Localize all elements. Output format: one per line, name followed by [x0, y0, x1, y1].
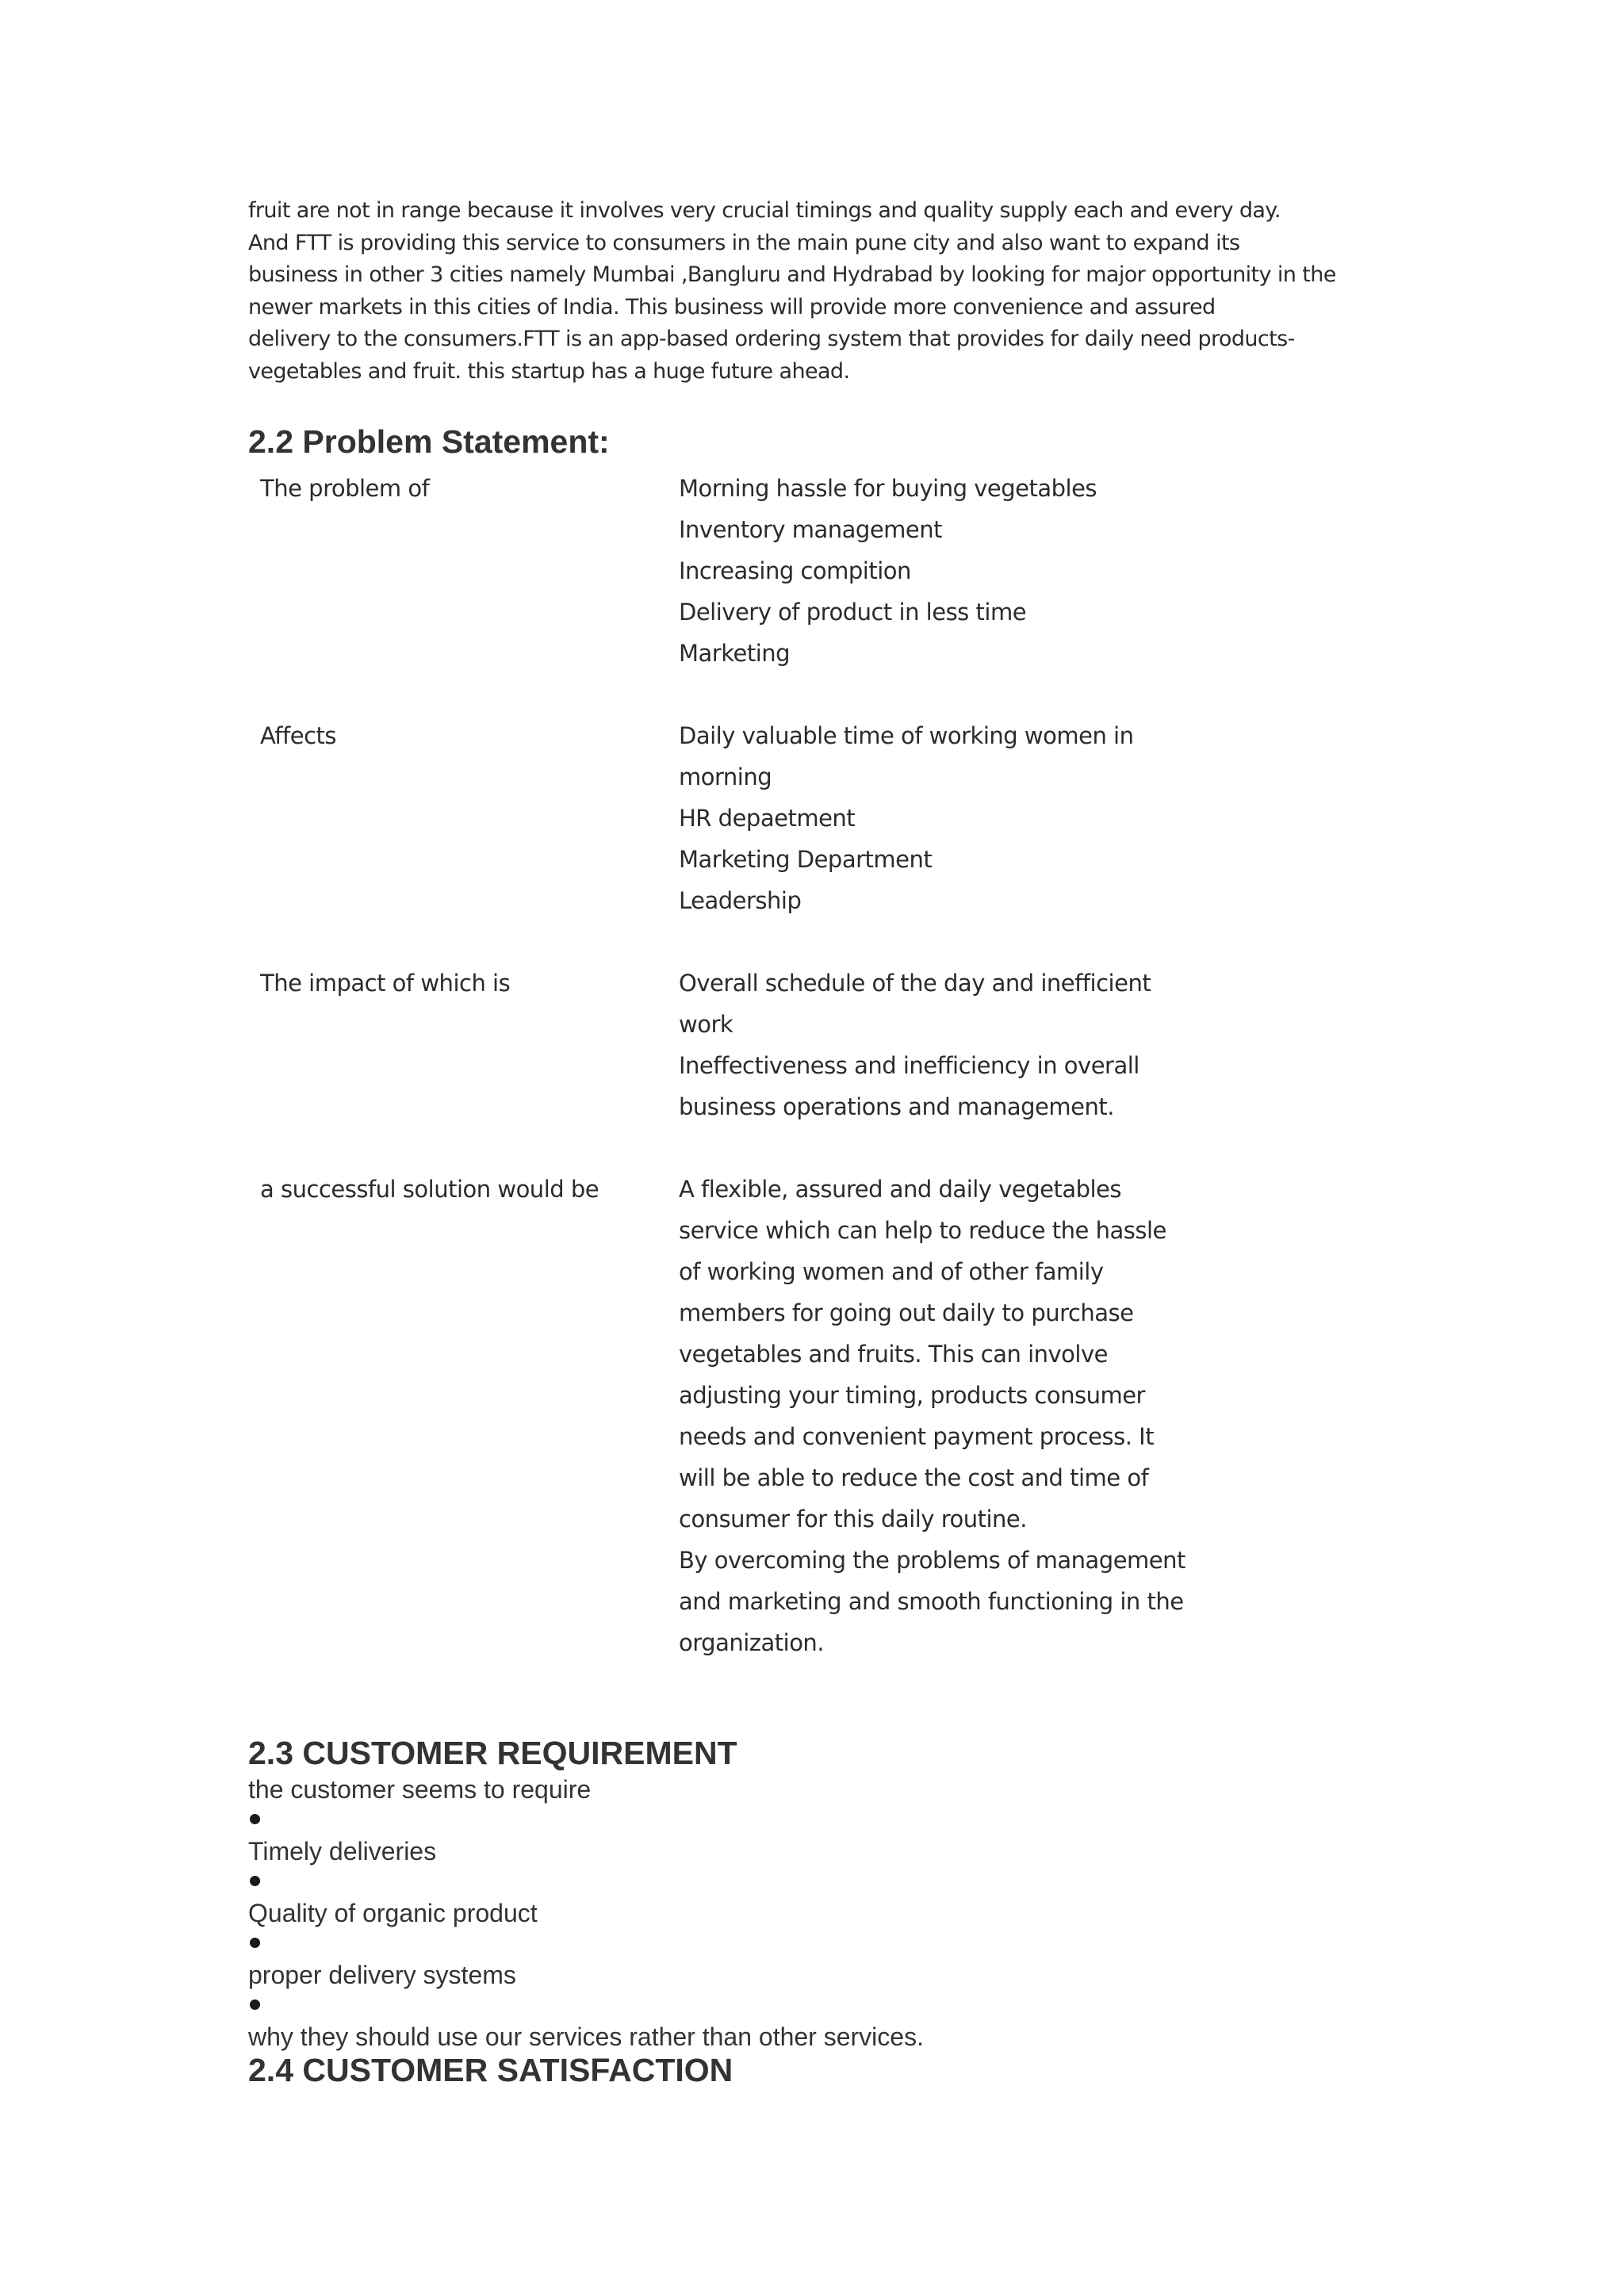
row-line: members for going out daily to purchase: [679, 1299, 1134, 1326]
solution-row: [260, 1169, 1291, 1663]
row-line: of working women and of other family: [679, 1258, 1104, 1285]
row-content: [679, 715, 1234, 921]
list-item: Quality of organic product: [248, 1899, 538, 1927]
row-line: and marketing and smooth functioning in the: [679, 1588, 1184, 1615]
row-label: The problem of: [260, 475, 430, 502]
row-line: Leadership: [679, 887, 802, 914]
impact-row: [260, 962, 1291, 1127]
intro-line: business in other 3 cities namely Mumbai ,Bangluru and Hydrabad by looking for major opportunity in the: [248, 262, 1336, 287]
row-label: The impact of which is: [260, 970, 511, 997]
row-line: By overcoming the problems of management: [679, 1547, 1185, 1574]
customer-requirement-heading: 2.3 CUSTOMER REQUIREMENT: [248, 1735, 737, 1771]
row-line: service which can help to reduce the hassle: [679, 1217, 1166, 1244]
customer-requirement-list: [248, 1774, 1358, 2052]
row-line: consumer for this daily routine.: [679, 1506, 1027, 1533]
bullet-icon: [248, 1928, 1358, 1960]
problem-statement-table: [260, 468, 1291, 1663]
row-line: Inventory management: [679, 516, 942, 543]
bullet-icon: [248, 1804, 1358, 1836]
row-line: morning: [679, 763, 772, 790]
row-line: adjusting your timing, products consumer: [679, 1382, 1145, 1409]
problem-row: [260, 468, 1291, 674]
bullet-icon: [248, 1990, 1358, 2022]
intro-line: newer markets in this cities of India. This business will provide more convenience and assured: [248, 294, 1216, 320]
list-item: Timely deliveries: [248, 1837, 437, 1866]
row-line: Delivery of product in less time: [679, 599, 1027, 626]
row-line: business operations and management.: [679, 1093, 1114, 1120]
row-line: Ineffectiveness and inefficiency in overall: [679, 1052, 1139, 1079]
affects-row: [260, 715, 1291, 921]
row-line: Overall schedule of the day and inefficient: [679, 970, 1151, 997]
problem-statement-heading: 2.2 Problem Statement:: [248, 423, 610, 460]
customer-satisfaction-heading: 2.4 CUSTOMER SATISFACTION: [248, 2052, 733, 2088]
intro-line: delivery to the consumers.FTT is an app-based ordering system that provides for daily need products-: [248, 327, 1295, 351]
row-line: HR depaetment: [679, 805, 856, 832]
row-content: [679, 468, 1234, 674]
row-line: needs and convenient payment process. It: [679, 1423, 1155, 1450]
requirement-intro: the customer seems to require: [248, 1775, 592, 1804]
row-label: Affects: [260, 722, 336, 749]
row-line: vegetables and fruits. This can involve: [679, 1341, 1108, 1368]
intro-line: And FTT is providing this service to consumers in the main pune city and also want to expand its: [248, 230, 1240, 255]
bullet-icon: [248, 1866, 1358, 1898]
list-item: proper delivery systems: [248, 1961, 516, 1989]
row-line: Daily valuable time of working women in: [679, 722, 1134, 749]
row-content: [679, 962, 1234, 1127]
row-line: Marketing Department: [679, 846, 933, 873]
row-line: Increasing compition: [679, 557, 911, 584]
intro-paragraph: [248, 195, 1422, 388]
intro-line: vegetables and fruit. this startup has a huge future ahead.: [248, 358, 850, 384]
row-line: work: [679, 1011, 733, 1038]
row-line: will be able to reduce the cost and time of: [679, 1464, 1149, 1491]
list-item: why they should use our services rather than other services.: [248, 2022, 924, 2051]
row-line: Morning hassle for buying vegetables: [679, 475, 1097, 502]
row-content: [679, 1169, 1234, 1663]
intro-line: fruit are not in range because it involves very crucial timings and quality supply each and every day.: [248, 198, 1281, 223]
row-label: a successful solution would be: [260, 1176, 599, 1203]
row-line: Marketing: [679, 640, 791, 667]
row-line: A flexible, assured and daily vegetables: [679, 1176, 1122, 1203]
row-line: organization.: [679, 1629, 825, 1656]
